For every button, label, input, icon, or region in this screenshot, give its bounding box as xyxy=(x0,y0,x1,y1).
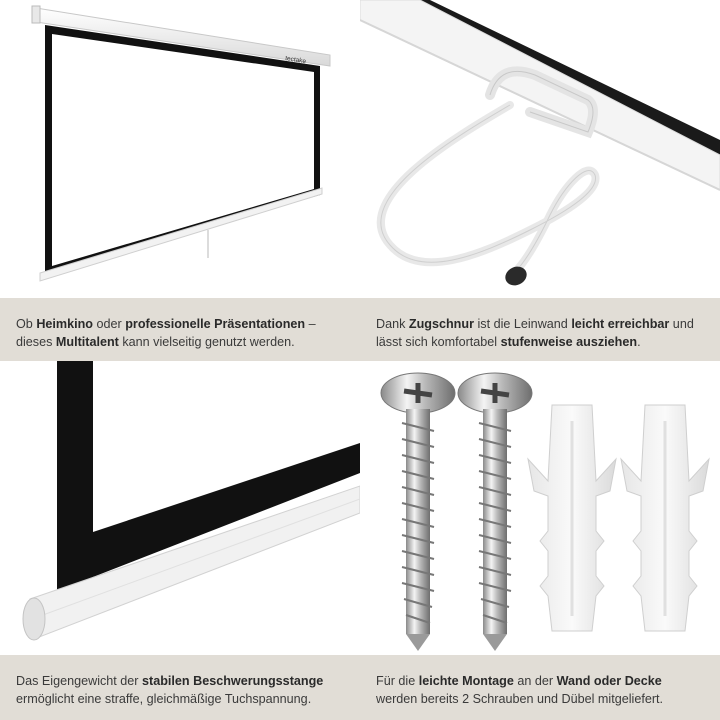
caption-highlight: leicht erreichbar xyxy=(571,317,670,331)
caption-highlight: Wand oder Decke xyxy=(556,674,662,688)
caption-highlight: leichte Montage xyxy=(418,674,514,688)
caption-4 xyxy=(360,655,720,720)
caption-segment: oder xyxy=(93,317,126,331)
product-image-screws xyxy=(360,361,720,655)
caption-highlight: Multitalent xyxy=(55,335,119,349)
caption-segment: werden bereits 2 Schrauben und Dübel mitgeliefert. xyxy=(376,692,664,706)
caption-1 xyxy=(0,298,360,361)
caption-segment: Ob xyxy=(16,317,37,331)
caption-3 xyxy=(0,655,360,720)
product-image-weight-bar xyxy=(0,361,360,655)
caption-text xyxy=(16,674,323,706)
caption-segment: an der xyxy=(513,674,557,688)
caption-text xyxy=(16,317,316,349)
caption-2 xyxy=(360,298,720,361)
caption-segment: . xyxy=(637,335,641,349)
caption-segment: Das Eigengewicht der xyxy=(16,674,143,688)
caption-highlight: stabilen Beschwerungsstange xyxy=(142,674,324,688)
brand-label: tectake xyxy=(284,55,307,66)
caption-highlight: professionelle Präsentationen xyxy=(125,317,306,331)
caption-segment: Für die xyxy=(376,674,419,688)
caption-highlight: Heimkino xyxy=(36,317,93,331)
screw-icon xyxy=(458,373,532,651)
screw-icon xyxy=(381,373,455,651)
dowel-icon xyxy=(621,405,709,631)
caption-highlight: stufenweise ausziehen xyxy=(500,335,638,349)
caption-segment: und lässt sich komfortabel xyxy=(376,317,694,349)
caption-text xyxy=(376,317,694,349)
product-image-pull-cord xyxy=(360,0,720,298)
caption-text xyxy=(376,674,663,706)
caption-segment: – dieses xyxy=(16,317,316,349)
caption-highlight: Zugschnur xyxy=(408,317,474,331)
product-image-screen xyxy=(0,0,360,298)
caption-segment: Dank xyxy=(376,317,409,331)
caption-segment: ermöglicht eine straffe, gleichmäßige Tuchspannung. xyxy=(16,692,312,706)
caption-segment: ist die Leinwand xyxy=(473,317,572,331)
dowel-icon xyxy=(528,405,616,631)
caption-segment: kann vielseitig genutzt werden. xyxy=(118,335,295,349)
